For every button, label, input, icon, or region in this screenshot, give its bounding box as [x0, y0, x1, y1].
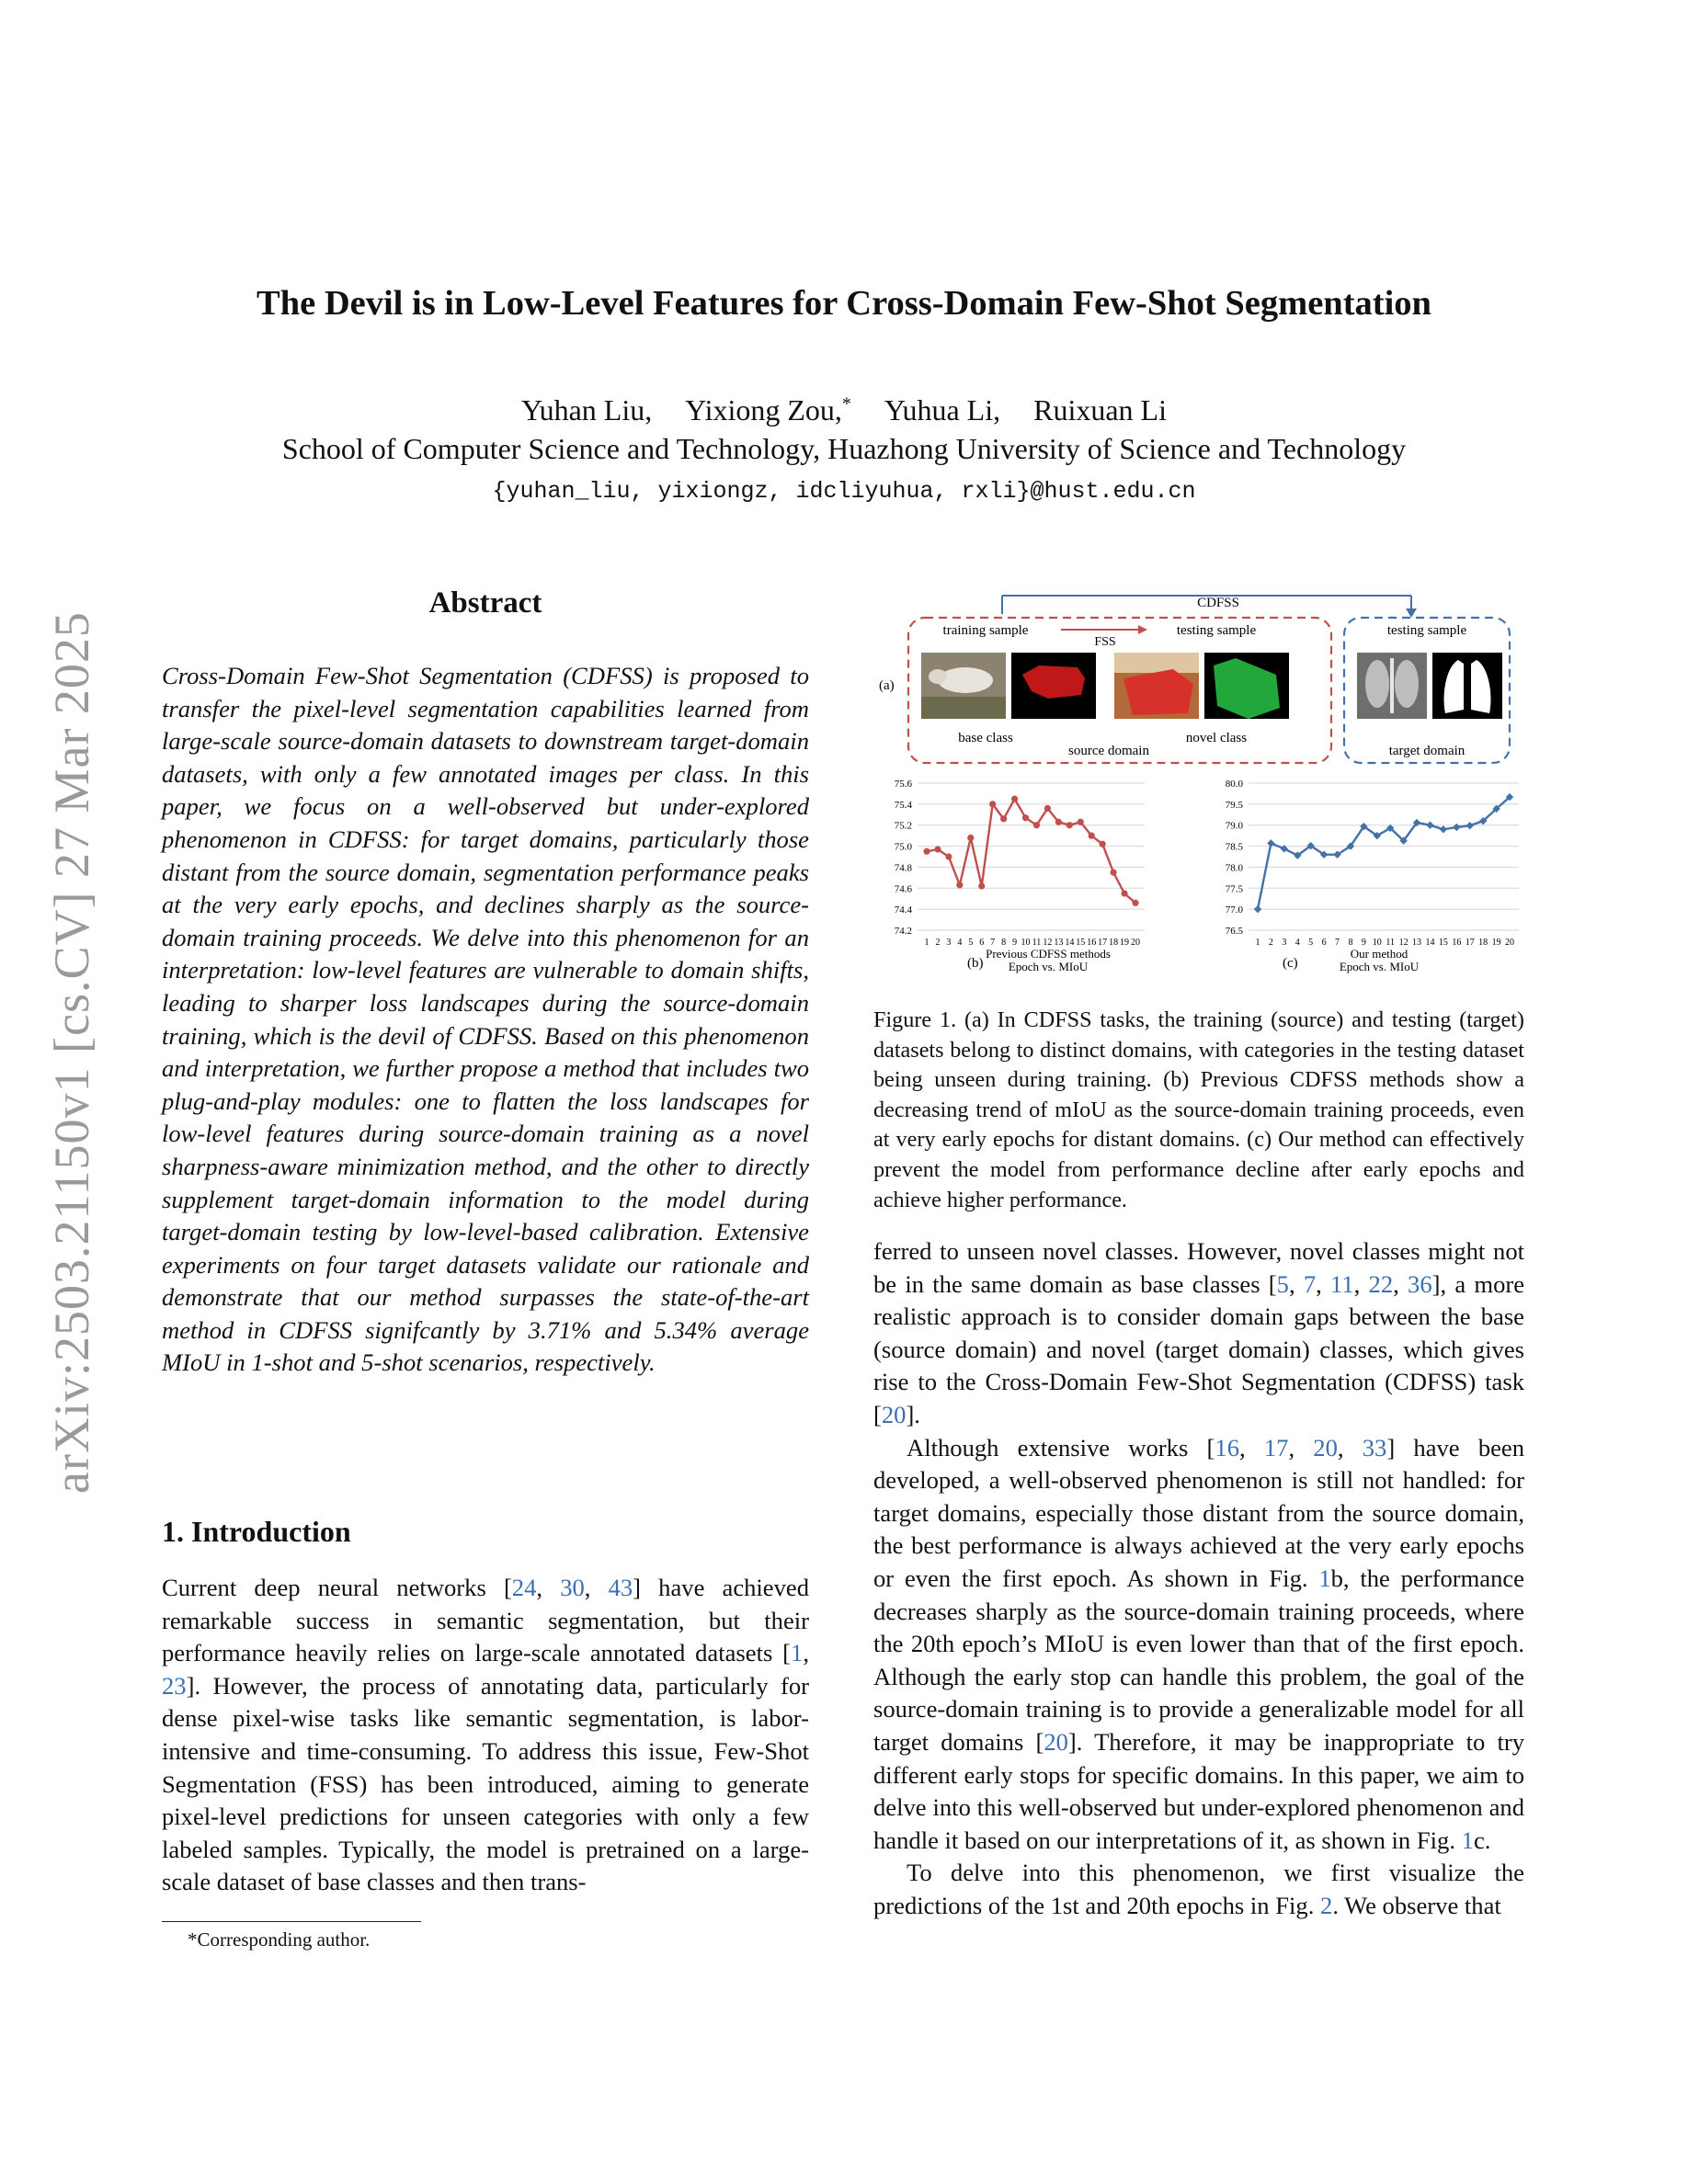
- author-2: Yixiong Zou,*: [685, 393, 851, 427]
- y-tick-label: 74.8: [894, 862, 912, 874]
- paragraph: ferred to unseen novel classes. However, novel classes might not be in the same domain as base classes [5, 7, 11, 22, 36], a more realistic approach is to consider domain gaps between the base (source domain) and novel (target domain) classes, which gives rise to the Cross-Domain Few-Shot Segmentation (CDFSS) task [20].: [873, 1237, 1525, 1428]
- figure-link[interactable]: 1: [1318, 1564, 1331, 1592]
- x-tick-label: 2: [935, 938, 941, 948]
- y-tick-label: 77.0: [1225, 904, 1243, 916]
- y-tick-label: 80.0: [1225, 779, 1243, 790]
- data-point: [967, 835, 974, 841]
- target-domain-label: target domain: [1388, 744, 1466, 758]
- x-tick-label: 18: [1109, 938, 1119, 948]
- y-tick-label: 79.0: [1225, 820, 1243, 832]
- sheep-mask-image: [1011, 653, 1096, 719]
- data-point: [923, 848, 930, 855]
- fss-label: FSS: [1094, 635, 1116, 649]
- citation-link[interactable]: 11: [1330, 1269, 1354, 1298]
- y-tick-label: 75.4: [894, 799, 912, 811]
- data-point: [1254, 905, 1261, 913]
- x-tick-label: 13: [1054, 938, 1064, 948]
- y-tick-label: 74.4: [894, 904, 912, 916]
- arxiv-stamp: arXiv:2503.21150v1 [cs.CV] 27 Mar 2025: [44, 611, 100, 1494]
- author-list: [138, 393, 1550, 427]
- right-column-body: [873, 1235, 1524, 1922]
- chart-b-caption-line-2: Epoch vs. MIoU: [1008, 960, 1089, 973]
- figure-caption: Figure 1. (a) In CDFSS tasks, the training (source) and testing (target) datasets belong to distinct domains, with categories in the testing dataset being unseen during training. (b) Previous CDFSS methods show a decreasing trend of mIoU as the source-domain training proceeds, even at very early epochs for distant domains. (c) Our method can effectively prevent the model from performance decline after early epochs and achieve higher performance.: [873, 1007, 1524, 1212]
- paper-title: The Devil is in Low-Level Features for Cross-Domain Few-Shot Segmentation: [257, 284, 1431, 323]
- chart-c-caption-line-1: Our method: [1350, 947, 1409, 961]
- x-tick-label: 20: [1505, 938, 1514, 948]
- y-tick-label: 75.0: [894, 841, 912, 853]
- citation-link[interactable]: 20: [1044, 1727, 1068, 1756]
- citation-link[interactable]: 20: [881, 1400, 907, 1428]
- sheep-image: [921, 653, 1006, 719]
- sofa-image: [1114, 653, 1199, 719]
- x-tick-label: 1: [924, 938, 930, 948]
- x-tick-label: 15: [1076, 938, 1086, 948]
- citation-link[interactable]: 7: [1303, 1269, 1317, 1298]
- citation-link[interactable]: 24: [511, 1574, 537, 1601]
- y-tick-label: 75.2: [894, 820, 912, 832]
- x-tick-label: 13: [1412, 938, 1422, 948]
- y-tick-label: 78.5: [1225, 841, 1243, 853]
- citation-link[interactable]: 43: [608, 1574, 633, 1601]
- x-tick-label: 12: [1043, 938, 1053, 948]
- y-tick-label: 77.5: [1225, 883, 1243, 895]
- email: {yuhan_liu, yixiongz, idcliyuhua, rxli}@hust.edu.cn: [492, 478, 1196, 505]
- x-tick-label: 2: [1268, 938, 1273, 948]
- x-tick-label: 14: [1065, 938, 1075, 948]
- affiliation: School of Computer Science and Technology, Huazhong University of Science and Technology: [281, 432, 1407, 465]
- section-heading-introduction: 1. Introduction: [162, 1515, 351, 1548]
- x-tick-label: 4: [1295, 938, 1300, 948]
- citation-link[interactable]: 33: [1362, 1433, 1387, 1462]
- data-point: [1066, 822, 1073, 828]
- x-tick-label: 9: [1361, 938, 1366, 948]
- training-sample-label: training sample: [942, 623, 1029, 638]
- data-point: [956, 882, 963, 888]
- figure-1: [864, 588, 1526, 1002]
- citation-link[interactable]: 36: [1408, 1269, 1432, 1298]
- x-tick-label: 3: [1282, 938, 1287, 948]
- x-tick-label: 10: [1372, 938, 1382, 948]
- citation-link[interactable]: 30: [560, 1574, 585, 1601]
- x-tick-label: 5: [1308, 938, 1314, 948]
- citation-link[interactable]: 5: [1276, 1269, 1289, 1298]
- paragraph: Although extensive works [16, 17, 20, 33] have been developed, a well-observed phenomenon is still not handled: for target domains, especially those distant from the source domain, the best performance is always achieved at the very early epochs or even the first epoch. As shown in Fig. 1b, the performance decreases sharply as the source-domain training proceeds, where the 20th epoch’s MIoU is even lower than that of the first epoch. Although the early stop can handle this problem, the goal of the source-domain training is to provide a generalizable model for all target domains [20]. Therefore, it may be inappropriate to try different early stops for specific domains. In this paper, we aim to delve into this well-observed but under-explored phenomenon and handle it based on our interpretations of it, as shown in Fig. 1c.: [873, 1433, 1525, 1854]
- x-tick-label: 6: [1321, 938, 1327, 948]
- y-tick-label: 74.6: [894, 883, 912, 895]
- chart-c-caption-line-2: Epoch vs. MIoU: [1339, 960, 1420, 973]
- panel-c-label: (c): [1283, 956, 1298, 971]
- x-tick-label: 9: [1012, 938, 1018, 948]
- x-tick-label: 7: [1335, 938, 1340, 948]
- data-point: [1011, 796, 1018, 802]
- figure-link[interactable]: 2: [1320, 1891, 1333, 1919]
- citation-link[interactable]: 22: [1368, 1269, 1394, 1298]
- x-tick-label: 20: [1131, 938, 1140, 948]
- citation-link[interactable]: 23: [162, 1671, 187, 1700]
- author-3: Yuhua Li,: [884, 393, 1001, 427]
- intro-paragraph: Current deep neural networks [24, 30, 43] have achieved remarkable success in semantic segmentation, but their performance heavily relies on large-scale annotated datasets [1, 23]. However, the process of annotating data, particularly for dense pixel-wise tasks like semantic segmentation, is labor-intensive and time-consuming. To address this issue, Few-Shot Segmentation (FSS) has been introduced, aiming to generate pixel-level predictions for unseen categories with only a few labeled samples. Typically, the model is pretrained on a large-scale dataset of base classes and then trans-: [162, 1574, 810, 1896]
- x-tick-label: 12: [1398, 938, 1409, 948]
- cdfss-label: CDFSS: [1197, 596, 1239, 610]
- x-tick-label: 17: [1465, 938, 1475, 948]
- data-point: [945, 853, 952, 859]
- novel-class-label: novel class: [1185, 731, 1248, 745]
- y-tick-label: 75.6: [894, 779, 912, 790]
- x-tick-label: 10: [1021, 938, 1031, 948]
- xray-image: [1357, 653, 1427, 719]
- x-tick-label: 3: [946, 938, 952, 948]
- x-tick-label: 14: [1425, 938, 1435, 948]
- x-tick-label: 8: [1001, 938, 1007, 948]
- x-tick-label: 15: [1438, 938, 1448, 948]
- x-tick-label: 16: [1452, 938, 1462, 948]
- x-tick-label: 7: [990, 938, 996, 948]
- data-point: [1100, 841, 1106, 847]
- x-tick-label: 11: [1386, 938, 1396, 948]
- citation-link[interactable]: 17: [1263, 1433, 1289, 1462]
- testing-sample-source-label: testing sample: [1176, 623, 1257, 638]
- base-class-label: base class: [958, 731, 1013, 745]
- data-point: [1044, 805, 1051, 812]
- data-point: [989, 801, 996, 807]
- x-tick-label: 8: [1348, 938, 1353, 948]
- testing-sample-target-label: testing sample: [1386, 623, 1467, 638]
- data-point: [1000, 815, 1007, 822]
- corresponding-mark: *: [841, 393, 851, 415]
- chart-previous-methods: [895, 779, 1145, 948]
- x-tick-label: 19: [1120, 938, 1130, 948]
- x-tick-label: 18: [1478, 938, 1488, 948]
- x-tick-label: 1: [1255, 938, 1260, 948]
- lung-mask-image: [1432, 653, 1502, 719]
- y-tick-label: 76.5: [1225, 926, 1243, 937]
- data-point: [1033, 822, 1040, 828]
- author-1: Yuhan Liu,: [521, 393, 653, 427]
- paragraph: To delve into this phenomenon, we first visualize the predictions of the 1st and 20th epochs in Fig. 2. We observe that: [873, 1859, 1524, 1919]
- chart-our-method: [1226, 779, 1519, 948]
- data-point: [978, 882, 985, 889]
- figure-link[interactable]: 1: [1461, 1826, 1474, 1854]
- data-point: [1426, 822, 1433, 829]
- data-point: [1055, 819, 1062, 825]
- chart-b-caption-line-1: Previous CDFSS methods: [986, 947, 1111, 961]
- data-point: [1440, 825, 1447, 833]
- data-point: [1078, 819, 1084, 825]
- data-point: [934, 846, 941, 852]
- x-tick-label: 19: [1491, 938, 1501, 948]
- footnote: *Corresponding author.: [188, 1928, 371, 1951]
- citation-link[interactable]: 16: [1215, 1433, 1239, 1462]
- x-tick-label: 11: [1032, 938, 1042, 948]
- x-tick-label: 4: [957, 938, 963, 948]
- y-tick-label: 78.0: [1225, 862, 1243, 874]
- data-point: [1022, 814, 1029, 821]
- abstract-heading: Abstract: [428, 586, 542, 620]
- x-tick-label: 5: [968, 938, 974, 948]
- x-tick-label: 16: [1087, 938, 1097, 948]
- source-domain-label: source domain: [1068, 744, 1149, 758]
- data-point: [1453, 824, 1460, 831]
- panel-a-label: (a): [879, 678, 895, 693]
- citation-link[interactable]: 1: [791, 1639, 804, 1667]
- x-tick-label: 6: [979, 938, 985, 948]
- footnote-rule: [162, 1921, 421, 1922]
- x-tick-label: 17: [1098, 938, 1108, 948]
- abstract-text: Cross-Domain Few-Shot Segmentation (CDFSS) is proposed to transfer the pixel-level segmentation capabilities learned from large-scale source-domain datasets to downstream target-domain datasets, with only a few annotated images per class. In this paper, we focus on a well-observed but under-explored phenomenon in CDFSS: for target domains, particularly those distant from the source domain, segmentation performance peaks at the very early epochs, and declines sharply as the source-domain training proceeds. We delve into this phenomenon for an interpretation: low-level features are vulnerable to domain shifts, leading to sharper loss landscapes during the source-domain training, which is the devil of CDFSS. Based on this phenomenon and interpretation, we further propose a method that includes two plug-and-play modules: one to flatten the loss landscapes for low-level features during source-domain training as a novel sharpness-aware minimization method, and the other to directly supplement target-domain information to the model during target-domain testing by low-level-based calibration. Extensive experiments on four target datasets validate our rationale and demonstrate that our method surpasses the state-of-the-art method in CDFSS signifcantly by 3.71% and 5.34% average MIoU in 1-shot and 5-shot scenarios, respectively.: [162, 662, 809, 1377]
- data-point: [1089, 833, 1095, 839]
- series-line: [1258, 797, 1510, 909]
- sofa-mask-image: [1204, 653, 1289, 719]
- citation-link[interactable]: 20: [1313, 1433, 1338, 1462]
- data-point: [1111, 870, 1117, 876]
- y-tick-label: 74.2: [894, 926, 912, 937]
- data-point: [1121, 890, 1127, 896]
- y-tick-label: 79.5: [1225, 799, 1243, 811]
- data-point: [1132, 900, 1138, 906]
- panel-b-label: (b): [967, 956, 984, 971]
- data-point: [1466, 822, 1474, 829]
- author-4: Ruixuan Li: [1033, 393, 1167, 427]
